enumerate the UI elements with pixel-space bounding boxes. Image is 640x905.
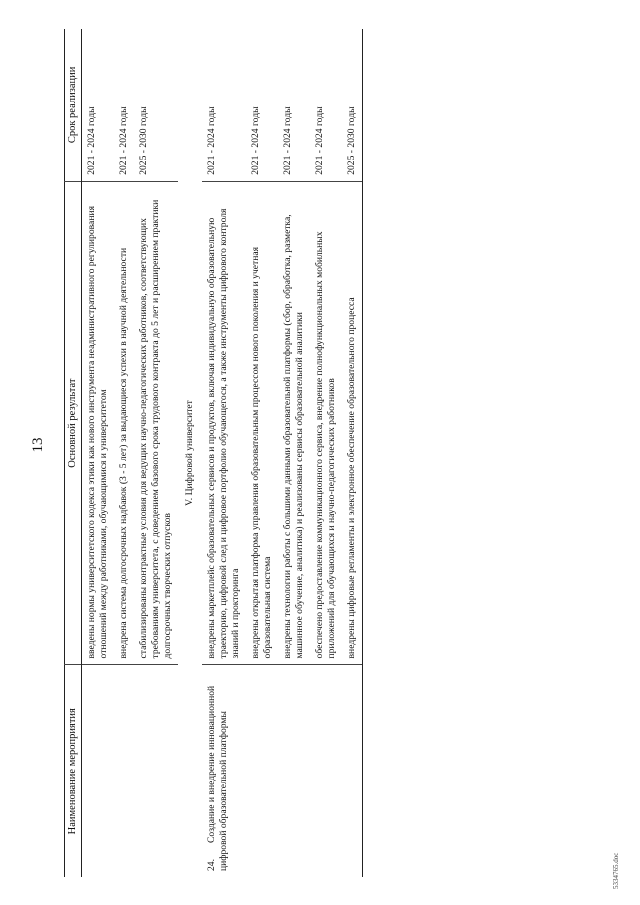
item-number: 24.: [206, 859, 217, 871]
footer-filename: 5334765.doc: [612, 852, 620, 889]
result-cell: внедрены цифровые регламенты и электронное обеспечение образовательного процесса: [342, 181, 363, 665]
table-row: [114, 29, 134, 877]
term-cell: 2021 - 2024 годы: [206, 106, 217, 175]
header-term: Срок реализации: [65, 29, 82, 181]
item-name: Создание и внедрение инновационной цифровой образовательной платформы: [206, 685, 229, 871]
header-result: Основной результат: [65, 181, 82, 665]
result-cell: внедрены технологии работы с большими данными образовательной платформы (сбор, обработка, разметка, машинное обучение, аналитика) и реализованы сервисы образовательной аналитики: [278, 181, 310, 665]
page-number: 13: [30, 437, 46, 453]
table-row: [342, 29, 363, 877]
table-row: [246, 29, 278, 877]
result-cell: внедрена система долгосрочных надбавок (3 - 5 лет) за выдающиеся успехи в научной деятельности: [114, 181, 134, 665]
item-name-cell: [202, 665, 246, 877]
term-cell: 2021 - 2024 годы: [250, 106, 261, 175]
section-title: V. Цифровой университет: [184, 400, 195, 506]
term-cell: 2021 - 2024 годы: [282, 106, 293, 175]
table-header-row: [65, 29, 82, 877]
term-cell: 2025 - 2030 годы: [342, 29, 363, 181]
header-name: Наименование мероприятия: [65, 665, 82, 877]
result-cell: внедрены маркетплейс образовательных сервисов и продуктов, включая индивидуальную образовательную траекторию, цифровой след и цифровое портфолио обучающегося, а также инструменты цифрового контроля знаний и прокторинга: [202, 181, 246, 665]
term-cell: 2021 - 2024 годы: [86, 106, 97, 175]
table-row: [278, 29, 310, 877]
result-cell: внедрены открытая платформа управления образовательным процессом нового поколения и учетная образовательная система: [246, 181, 278, 665]
section-row: [178, 29, 202, 877]
table-row: [82, 29, 115, 877]
activities-table: [64, 29, 363, 877]
term-cell: 2025 - 2030 годы: [138, 106, 149, 175]
table-row: [202, 29, 246, 877]
term-cell: 2021 - 2024 годы: [314, 106, 325, 175]
result-cell: стабилизированы контрактные условия для ведущих научно-педагогических работников, соответствующих требованиям университета, с доведением базового срока трудового контракта до 5 лет и расширением практики долгосрочных творческих отпусков: [134, 181, 178, 665]
result-cell: введены нормы университетского кодекса этики как нового инструмента неадминистративного регулирования отношений между работниками, обучающимися и университетом: [82, 181, 115, 665]
result-cell: обеспечено предоставление коммуникационного сервиса, внедрение полнофункциональных мобильных приложений для обучающихся и научно-педагогических работников: [310, 181, 342, 665]
table-row: [134, 29, 178, 877]
table-row: [310, 29, 342, 877]
term-cell: 2021 - 2024 годы: [118, 106, 129, 175]
